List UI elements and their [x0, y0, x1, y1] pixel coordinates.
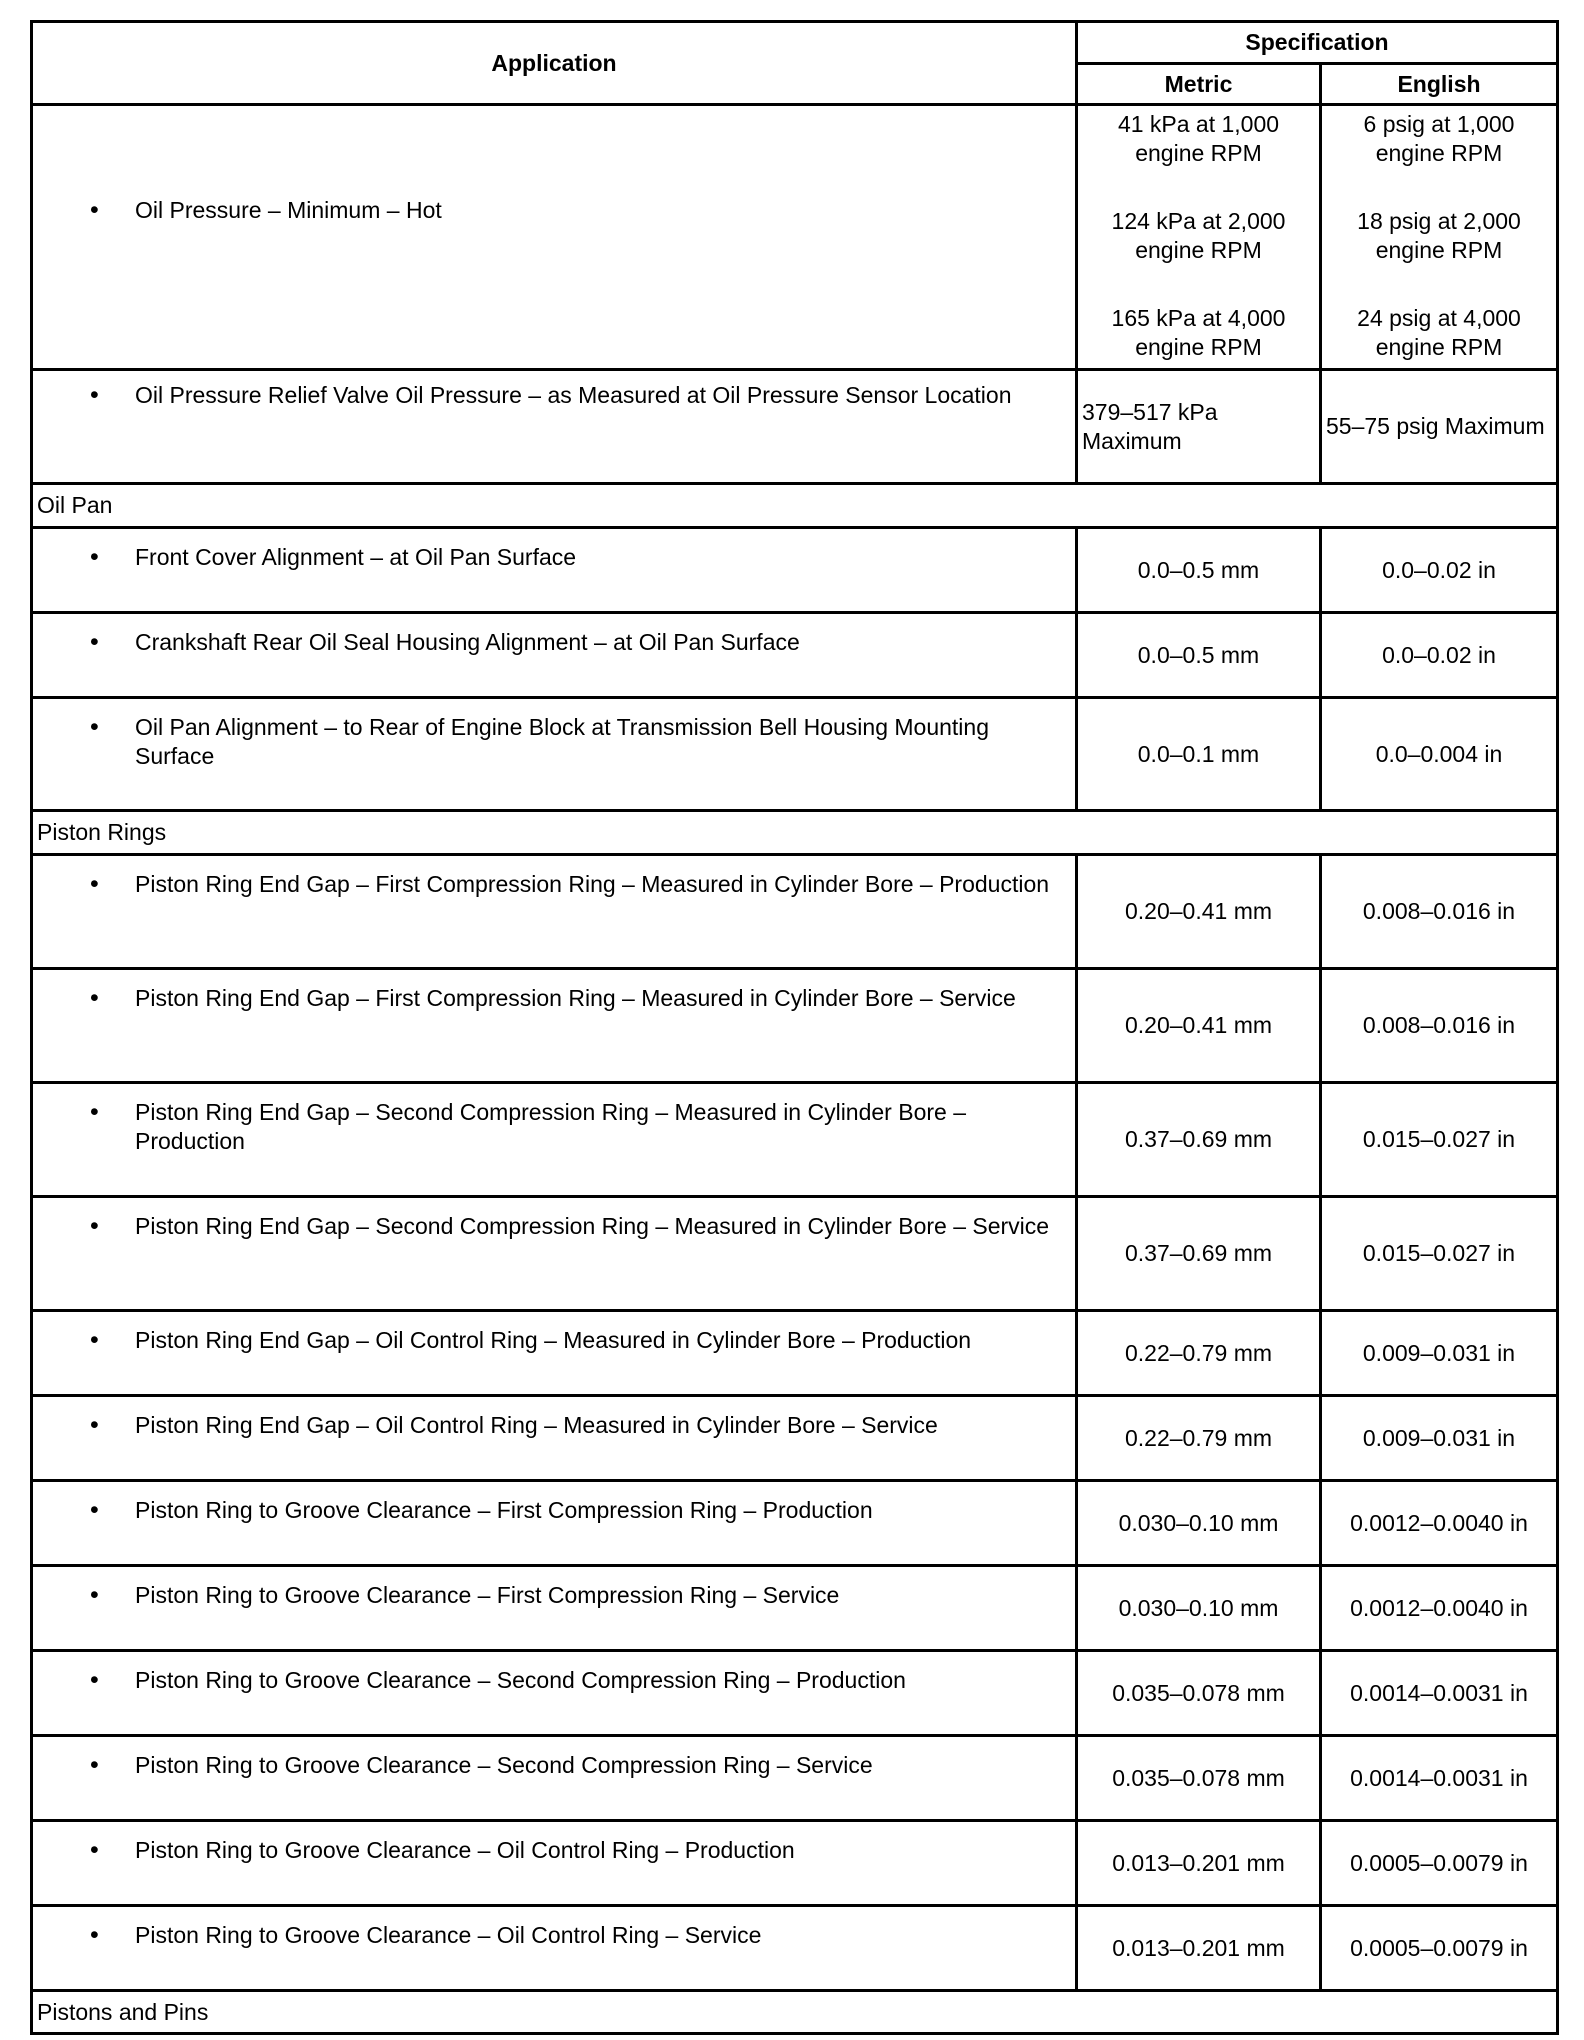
metric-value: 0.20–0.41 mm [1077, 969, 1321, 1083]
table-row [32, 969, 1558, 1083]
specification-table [30, 20, 1559, 2035]
english-value: 0.0012–0.0040 in [1321, 1566, 1558, 1651]
table-row [32, 105, 1558, 370]
metric-value: 0.22–0.79 mm [1077, 1311, 1321, 1396]
application-cell [32, 1197, 1077, 1311]
english-value: 0.015–0.027 in [1321, 1083, 1558, 1197]
metric-value: 0.37–0.69 mm [1077, 1083, 1321, 1197]
bullet-icon [33, 1212, 135, 1241]
english-value: 0.0014–0.0031 in [1321, 1736, 1558, 1821]
table-row [32, 370, 1558, 484]
bullet-icon [33, 1581, 135, 1610]
table-row [32, 698, 1558, 811]
application-label: Piston Ring to Groove Clearance – First Compression Ring – Production [135, 1497, 873, 1523]
application-cell [32, 1736, 1077, 1821]
bullet-icon [33, 628, 135, 657]
english-value: 0.0–0.004 in [1321, 698, 1558, 811]
bullet-icon [33, 381, 135, 410]
english-value: 0.009–0.031 in [1321, 1311, 1558, 1396]
application-cell [32, 1651, 1077, 1736]
oil-pressure-english: 6 psig at 1,000 engine RPM 18 psig at 2,000 engine RPM 24 psig at 4,000 engine RPM [1321, 105, 1558, 370]
section-row [32, 811, 1558, 855]
section-row [32, 484, 1558, 528]
bullet-icon [33, 1666, 135, 1695]
metric-value: 0.035–0.078 mm [1077, 1736, 1321, 1821]
oil-pressure-metric: 41 kPa at 1,000 engine RPM 124 kPa at 2,000 engine RPM 165 kPa at 4,000 engine RPM [1077, 105, 1321, 370]
application-label: Piston Ring to Groove Clearance – Oil Control Ring – Service [135, 1922, 762, 1948]
english-value: 0.0014–0.0031 in [1321, 1651, 1558, 1736]
bullet-icon [33, 543, 135, 572]
application-label: Piston Ring End Gap – Oil Control Ring – Measured in Cylinder Bore – Service [135, 1412, 938, 1438]
application-cell [32, 855, 1077, 969]
section-oil-pan: Oil Pan [32, 484, 1558, 528]
table-row [32, 1197, 1558, 1311]
bullet-icon [33, 1411, 135, 1440]
table-row [32, 528, 1558, 613]
application-cell [32, 1481, 1077, 1566]
oil-pressure-label: Oil Pressure – Minimum – Hot [135, 197, 442, 223]
application-cell [32, 1566, 1077, 1651]
application-label: Piston Ring to Groove Clearance – Second Compression Ring – Production [135, 1667, 906, 1693]
english-value: 0.0012–0.0040 in [1321, 1481, 1558, 1566]
table-row [32, 1481, 1558, 1566]
metric-value: 0.0–0.1 mm [1077, 698, 1321, 811]
application-header: Application [32, 22, 1077, 105]
table-row [32, 1083, 1558, 1197]
table-row [32, 1651, 1558, 1736]
relief-valve-metric: 379–517 kPa Maximum [1077, 370, 1321, 484]
table-row [32, 1736, 1558, 1821]
bullet-icon [33, 713, 135, 742]
section-piston-rings: Piston Rings [32, 811, 1558, 855]
application-label: Piston Ring End Gap – Oil Control Ring – Measured in Cylinder Bore – Production [135, 1327, 972, 1353]
table-row [32, 1821, 1558, 1906]
english-value: 0.0005–0.0079 in [1321, 1821, 1558, 1906]
metric-value: 0.20–0.41 mm [1077, 855, 1321, 969]
application-label: Oil Pan Alignment – to Rear of Engine Block at Transmission Bell Housing Mounting Surface [135, 714, 989, 769]
specification-header: Specification [1077, 22, 1558, 64]
application-label: Piston Ring to Groove Clearance – First Compression Ring – Service [135, 1582, 840, 1608]
metric-value: 0.035–0.078 mm [1077, 1651, 1321, 1736]
bullet-icon [33, 196, 135, 225]
english-value: 0.009–0.031 in [1321, 1396, 1558, 1481]
bullet-icon [33, 1098, 135, 1127]
table-row [32, 1566, 1558, 1651]
application-label: Piston Ring End Gap – Second Compression Ring – Measured in Cylinder Bore – Production [135, 1099, 966, 1154]
english-value: 0.008–0.016 in [1321, 855, 1558, 969]
application-cell [32, 698, 1077, 811]
relief-valve-label: Oil Pressure Relief Valve Oil Pressure – as Measured at Oil Pressure Sensor Location [135, 382, 1012, 408]
metric-value: 0.030–0.10 mm [1077, 1481, 1321, 1566]
application-label: Crankshaft Rear Oil Seal Housing Alignment – at Oil Pan Surface [135, 629, 800, 655]
application-cell [32, 1906, 1077, 1991]
application-label: Front Cover Alignment – at Oil Pan Surface [135, 544, 577, 570]
application-cell [32, 1821, 1077, 1906]
application-label: Piston Ring End Gap – First Compression Ring – Measured in Cylinder Bore – Production [135, 871, 1050, 897]
metric-value: 0.22–0.79 mm [1077, 1396, 1321, 1481]
application-cell [32, 1396, 1077, 1481]
application-cell [32, 528, 1077, 613]
english-value: 0.0005–0.0079 in [1321, 1906, 1558, 1991]
bullet-icon [33, 1921, 135, 1950]
english-value: 0.0–0.02 in [1321, 613, 1558, 698]
metric-value: 0.013–0.201 mm [1077, 1906, 1321, 1991]
metric-header: Metric [1077, 64, 1321, 105]
english-header: English [1321, 64, 1558, 105]
application-label: Piston Ring to Groove Clearance – Second Compression Ring – Service [135, 1752, 873, 1778]
application-cell [32, 1311, 1077, 1396]
application-cell [32, 969, 1077, 1083]
bullet-icon [33, 1751, 135, 1780]
application-cell [32, 613, 1077, 698]
metric-value: 0.013–0.201 mm [1077, 1821, 1321, 1906]
table-row [32, 613, 1558, 698]
metric-value: 0.0–0.5 mm [1077, 613, 1321, 698]
table-row [32, 1396, 1558, 1481]
bullet-icon [33, 984, 135, 1013]
table-row [32, 1906, 1558, 1991]
metric-value: 0.0–0.5 mm [1077, 528, 1321, 613]
bullet-icon [33, 870, 135, 899]
application-label: Piston Ring End Gap – First Compression Ring – Measured in Cylinder Bore – Service [135, 985, 1016, 1011]
section-row [32, 1991, 1558, 2034]
table-row [32, 1311, 1558, 1396]
application-cell [32, 1083, 1077, 1197]
metric-value: 0.030–0.10 mm [1077, 1566, 1321, 1651]
table-row [32, 855, 1558, 969]
bullet-icon [33, 1496, 135, 1525]
english-value: 0.008–0.016 in [1321, 969, 1558, 1083]
bullet-icon [33, 1836, 135, 1865]
english-value: 0.015–0.027 in [1321, 1197, 1558, 1311]
english-value: 0.0–0.02 in [1321, 528, 1558, 613]
metric-value: 0.37–0.69 mm [1077, 1197, 1321, 1311]
application-label: Piston Ring to Groove Clearance – Oil Control Ring – Production [135, 1837, 795, 1863]
application-label: Piston Ring End Gap – Second Compression Ring – Measured in Cylinder Bore – Service [135, 1213, 1050, 1239]
bullet-icon [33, 1326, 135, 1355]
section-pistons-and-pins: Pistons and Pins [32, 1991, 1558, 2034]
relief-valve-english: 55–75 psig Maximum [1321, 370, 1558, 484]
